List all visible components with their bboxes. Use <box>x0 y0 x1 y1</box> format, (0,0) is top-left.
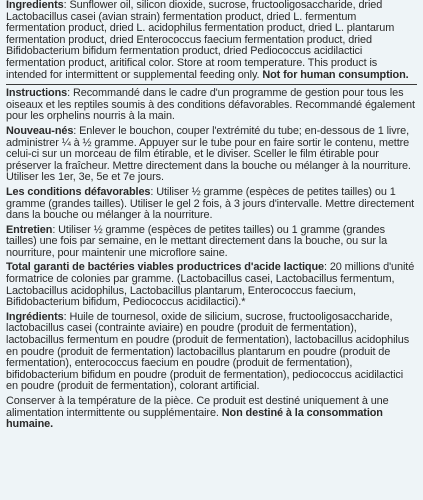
french-not-for-human: Non destiné à la consommation humaine. <box>6 406 383 431</box>
french-entretien-heading: Entretien <box>6 223 53 236</box>
english-ingredients-heading: Ingredients <box>6 0 64 11</box>
french-total-garanti-text: : 20 millions d'unité formatrice de colonies par gramme. (Lactobacillus casei, Lactobacillus fermentum, Lactobacillus acidophilus, Lactobacillus plantarum, Enterococcus faecium, Bifidobacterium bifidum, Pediococcus acidilactici).* <box>6 261 415 309</box>
french-ingredients-heading: Ingrédients <box>6 310 64 323</box>
french-storage-text: Conserver à la température de la pièce. Ce produit est destiné uniquement à une alimentation intermittente ou supplémentaire. <box>6 395 389 419</box>
french-ingredients <box>6 312 417 393</box>
english-ingredients <box>6 0 417 81</box>
french-entretien <box>6 225 417 260</box>
english-not-for-human: Not for human consumption. <box>262 68 409 81</box>
french-nouveau-nes <box>6 126 417 184</box>
french-instructions-heading: Instructions <box>6 87 68 100</box>
french-total-garanti-heading: Total garanti de bactéries viables productrices d'acide lactique <box>6 261 324 274</box>
french-nouveau-nes-heading: Nouveau-nés <box>6 124 74 137</box>
french-total-garanti <box>6 262 417 308</box>
english-ingredients-text: : Sunflower oil, silicon dioxide, sucrose, fructooligosaccharide, dried Lactobacillus casei (avian strain) fermentation product, dried L. fermentum fermentation product, dried L. acidophilus fermentation product, dried L. plantarum fermentation product, dried Enterococcus faecium fermentation product, dried Bifidobacterium bifidum fermentation product, dried Pediococcus acidilactici fermentation product, aritifical color. Store at room temperature. This product is intended for intermittent or supplemental feeding only. <box>6 0 395 81</box>
french-conditions <box>6 187 417 222</box>
french-instructions <box>6 88 417 123</box>
french-storage <box>6 396 417 431</box>
french-nouveau-nes-text: : Enlever le bouchon, couper l'extrémité du tube; en-dessous de 1 livre, administrer ¼ à ½ gramme. Appuyer sur le tube pour en faire sortir le contenu, mettre celui-ci sur un morceau de film étirable, et le diviser. Sceller le film étirable pour préserver la fraîcheur. Mettre directement dans la bouche ou mélanger à la nourriture. Utiliser les 1er, 3e, 5e et 7e jours. <box>6 124 411 184</box>
french-conditions-text: : Utiliser ½ gramme (espèces de petites tailles) ou 1 gramme (grandes tailles). Utiliser le gel 2 fois, à 3 jours d'intervalle. Mettre directement dans la bouche ou mélanger à la nourriture. <box>6 185 415 222</box>
french-entretien-text: : Utiliser ½ gramme (espèces de petites tailles) ou 1 gramme (grandes tailles) une fois par semaine, en le mettant directement dans la bouche, ou sur la nourriture, pour maintenir une microflore saine. <box>6 223 388 259</box>
french-conditions-heading: Les conditions défavorables <box>6 185 151 198</box>
section-divider <box>6 84 417 85</box>
french-ingredients-text: : Huile de tournesol, oxide de silicium, sucrose, fructooligosaccharide, lactobacillus casei (contrainte aviaire) en poudre (produit de fermentation), lactobacillus fermentum en poudre (produit de fermentation), lactobacillus acidophilus en poudre (produit de fermentation) lactobacillus plantarum en poudre (produit de fermentation), enterococcus faecium en poudre (produit de fermentation), bifidobacterium bifidum en poudre (produit de fermentation), pediococcus acidilactici en poudre (produit de fermentation), colorant artificial. <box>6 310 410 393</box>
french-instructions-text: : Recommandé dans le cadre d'un programme de gestion pour tous les oiseaux et les reptiles soumis à des conditions défavorables. Recommandé également pour les orphelins nourris à la main. <box>6 87 415 123</box>
